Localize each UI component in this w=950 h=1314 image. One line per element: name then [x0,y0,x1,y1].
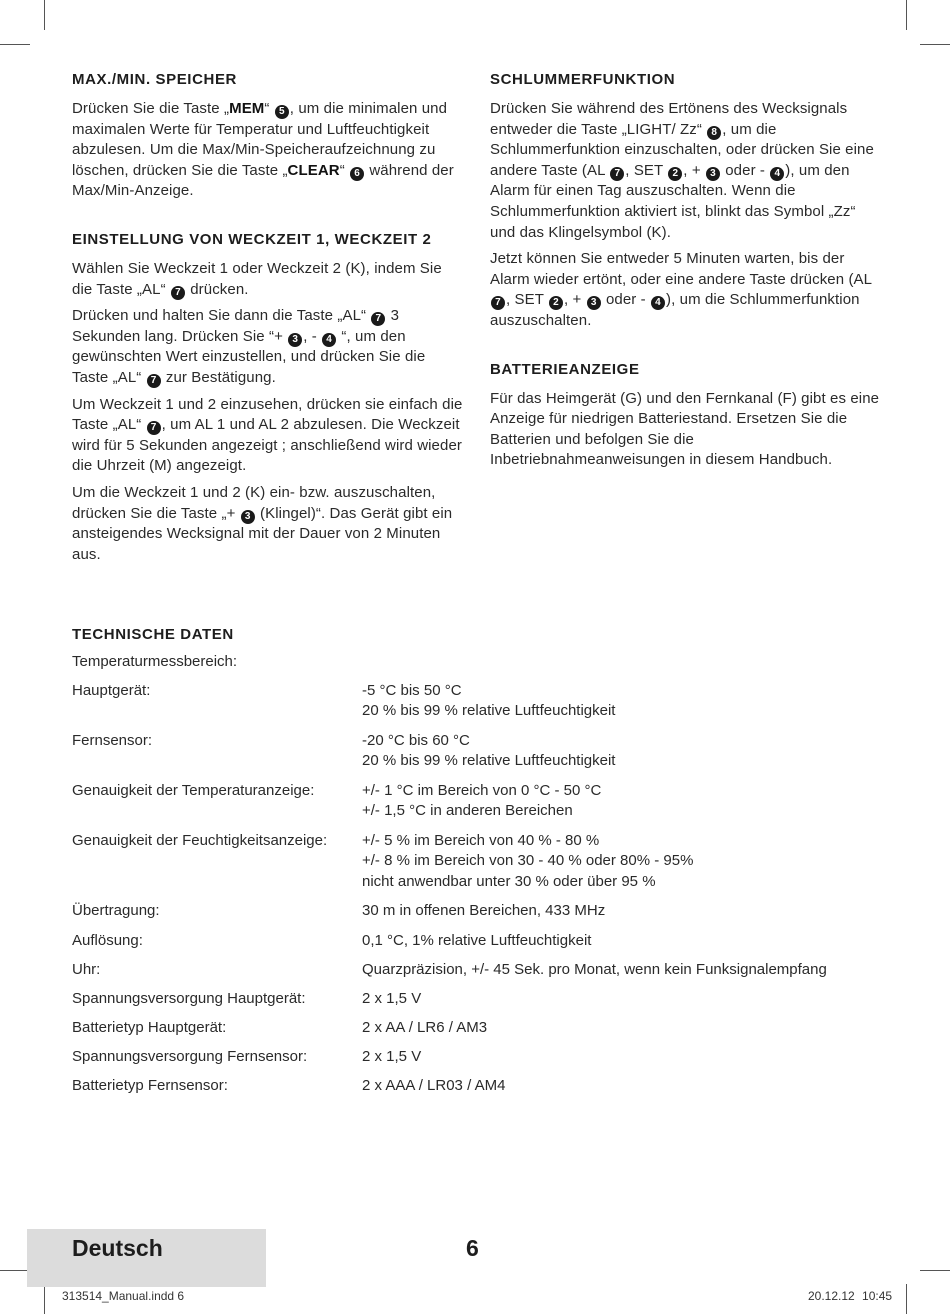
spec-value: +/- 5 % im Bereich von 40 % - 80 % +/- 8 % im Bereich von 30 - 40 % oder 80% - 95% nicht anwendbar unter 30 % oder über 95 % [362,831,694,891]
spec-label: Fernsensor: [72,731,153,749]
paragraph: Drücken und halten Sie dann die Taste „AL“ 7 3 Sekunden lang. Drücken Sie “+ 3 , - 4 “, um den gewünschten Wert einzustellen, und drücken Sie die Taste „AL“ 7 zur Bestätigung. [72,307,426,386]
clear-key-label: CLEAR [287,161,340,179]
number-3-icon: 3 [587,296,601,310]
number-3-icon: 3 [706,167,720,181]
spec-row [72,681,892,723]
spec-label: Hauptgerät: [72,681,151,699]
spec-value: 2 x AA / LR6 / AM3 [362,1019,488,1037]
right-column [490,70,882,477]
number-8-icon: 8 [707,126,721,140]
spec-label: Genauigkeit der Temperaturanzeige: [72,781,315,799]
number-4-icon: 4 [322,333,336,347]
spec-value: 0,1 °C, 1% relative Luftfeuchtigkeit [362,931,592,949]
number-7-icon: 7 [147,421,161,435]
crop-mark-bottom-right-horizontal [920,1270,950,1271]
number-3-icon: 3 [241,510,255,524]
number-7-icon: 7 [147,374,161,388]
mem-key-label: MEM [229,100,265,117]
section-title: TECHNISCHE DATEN [72,626,234,643]
number-4-icon: 4 [651,296,665,310]
spec-row [72,781,892,823]
section-weckzeit [72,230,464,565]
technical-data-section [72,625,892,1106]
spec-row [72,1018,892,1039]
crop-mark-top-right-vertical [906,0,907,30]
spec-label: Batterietyp Hauptgerät: [72,1019,227,1037]
crop-mark-top-left-vertical [44,0,45,30]
spec-value: 30 m in offenen Bereichen, 433 MHz [362,902,606,920]
paragraph: Jetzt können Sie entweder 5 Minuten warten, bis der Alarm wieder ertönt, oder eine andere Taste drücken (AL 7 , SET 2 , + 3 oder - 4 ), um die Schlummerfunktion auszuschalten. [490,250,872,329]
paragraph: Um Weckzeit 1 und 2 einzusehen, drücken sie einfach die Taste „AL“ 7 , um AL 1 und AL 2 abzulesen. Die Weckzeit wird für 5 Sekunden angezeigt ; anschließend wird wieder die Uhrzeit (M) angezeigt. [72,395,463,475]
spec-row [72,931,892,952]
temperature-range-label: Temperaturmessbereich: [72,653,238,670]
crop-mark-bottom-right-vertical [906,1284,907,1314]
number-2-icon: 2 [549,296,563,310]
spec-label: Auflösung: [72,931,143,949]
spec-value: +/- 1 °C im Bereich von 0 °C - 50 °C +/- 1,5 °C in anderen Bereichen [362,781,602,820]
spec-value: 2 x 1,5 V [362,1048,422,1066]
section-title: SCHLUMMERFUNKTION [490,71,676,88]
number-4-icon: 4 [770,167,784,181]
number-2-icon: 2 [668,167,682,181]
crop-mark-top-left-horizontal [0,44,30,45]
number-3-icon: 3 [288,333,302,347]
spec-row [72,1047,892,1068]
crop-mark-bottom-left-vertical [44,1284,45,1314]
spec-value: Quarzpräzision, +/- 45 Sek. pro Monat, wenn kein Funksignalempfang [362,960,827,978]
number-7-icon: 7 [491,296,505,310]
spec-value: 2 x AAA / LR03 / AM4 [362,1077,506,1095]
spec-value: 2 x 1,5 V [362,989,422,1007]
crop-mark-bottom-left-horizontal [0,1270,30,1271]
spec-row [72,1076,892,1097]
left-column [72,70,464,571]
page-number: 6 [466,1235,479,1261]
number-5-icon: 5 [275,105,289,119]
language-label: Deutsch [72,1235,163,1261]
number-7-icon: 7 [610,167,624,181]
spec-value: -5 °C bis 50 °C 20 % bis 99 % relative Luftfeuchtigkeit [362,681,616,720]
spec-label: Genauigkeit der Feuchtigkeitsanzeige: [72,831,328,849]
spec-row [72,831,892,893]
number-7-icon: 7 [171,286,185,300]
number-7-icon: 7 [371,312,385,326]
section-max-min-speicher [72,70,464,202]
section-schlummerfunktion [490,70,882,332]
spec-label: Batterietyp Fernsensor: [72,1077,228,1095]
spec-label: Uhr: [72,960,101,978]
section-title: MAX./MIN. SPEICHER [72,71,237,88]
paragraph: Für das Heimgerät (G) und den Fernkanal (F) gibt es eine Anzeige für niedrigen Batteriestand. Ersetzen Sie die Batterien und befolgen Sie die Inbetriebnahmeanweisungen in diesem Handbuch. [490,389,880,469]
section-title: BATTERIEANZEIGE [490,360,640,378]
paragraph: Drücken Sie die Taste „MEM“ 5 , um die minimalen und maximalen Werte für Temperatur und Luftfeuchtigkeit abzulesen. Um die Max/Min-Speicheraufzeichnung zu löschen, drücken Sie die Taste „CLEAR“ 6 während der Max/Min-Anzeige. [72,100,454,200]
print-slug-date: 20.12.12 10:45 [808,1289,893,1303]
paragraph: Um die Weckzeit 1 und 2 (K) ein- bzw. auszuschalten, drücken Sie die Taste „+ 3 (Klingel)“. Das Gerät gibt ein ansteigendes Wecksignal mit der Dauer von 2 Minuten aus. [72,483,453,563]
spec-row [72,731,892,773]
spec-label: Spannungsversorgung Hauptgerät: [72,989,306,1007]
spec-row [72,901,892,922]
print-slug-file: 313514_Manual.indd 6 [62,1289,185,1303]
paragraph: Wählen Sie Weckzeit 1 oder Weckzeit 2 (K), indem Sie die Taste „AL“ 7 drücken. [72,259,442,298]
section-title: EINSTELLUNG VON WECKZEIT 1, WECKZEIT 2 [72,230,432,248]
crop-mark-top-right-horizontal [920,44,950,45]
section-batterieanzeige [490,360,882,471]
number-6-icon: 6 [350,167,364,181]
spec-label: Übertragung: [72,902,160,920]
spec-row [72,989,892,1010]
spec-row [72,960,892,981]
spec-value: -20 °C bis 60 °C 20 % bis 99 % relative Luftfeuchtigkeit [362,731,616,770]
paragraph: Drücken Sie während des Ertönens des Wecksignals entweder die Taste „LIGHT/ Zz“ 8 , um die Schlummerfunktion einzuschalten, oder drücken Sie eine andere Taste (AL 7 , SET 2 , + 3 oder - 4 ), um den Alarm für einen Tag auszuschalten. Wenn die Schlummerfunktion aktiviert ist, blinkt das Symbol „Zz“ und das Klingelsymbol (K). [490,100,874,241]
spec-label: Spannungsversorgung Fernsensor: [72,1048,308,1066]
